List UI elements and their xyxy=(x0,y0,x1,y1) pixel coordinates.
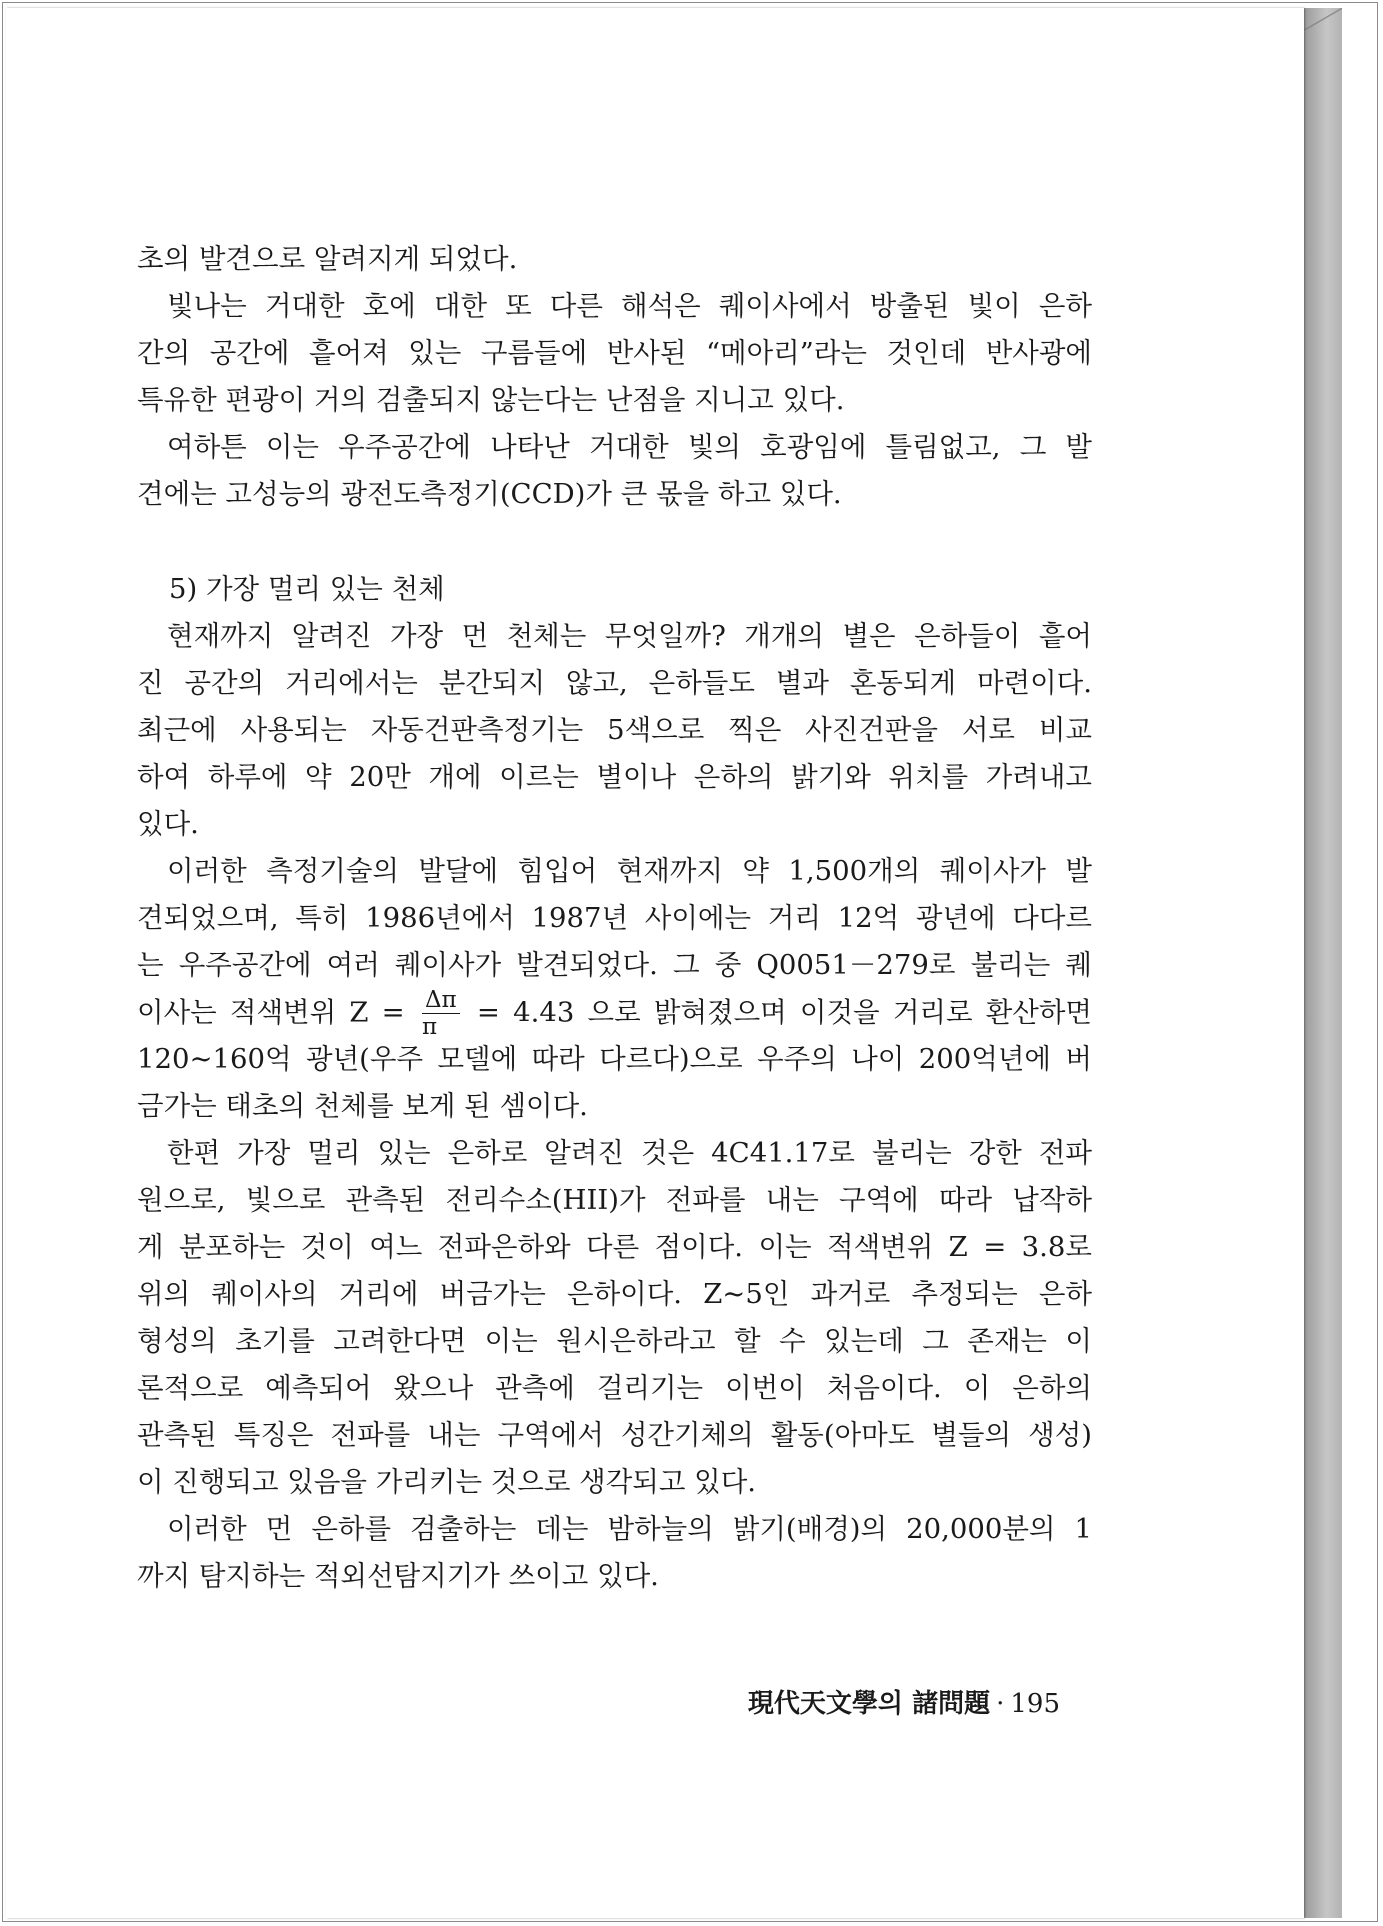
paragraph-block-2 xyxy=(137,613,1092,989)
section-gap xyxy=(137,518,1092,566)
formula-line-after: = 4.43 으로 밝혀졌으며 이것을 거리로 환산하면 xyxy=(463,996,1092,1029)
page-body xyxy=(137,236,1092,1600)
text-line: 초의 발견으로 알려지게 되었다. xyxy=(137,243,518,275)
section-heading: 5) 가장 멀리 있는 천체 xyxy=(169,573,445,605)
formula-numerator: Δπ xyxy=(422,989,460,1014)
text-line: 론적으로 예측되어 왔으나 관측에 걸리기는 이번이 처음이다. 이 은하의 xyxy=(137,1372,1092,1404)
text-line: 이 진행되고 있음을 가리키는 것으로 생각되고 있다. xyxy=(137,1466,757,1498)
text-line: 견에는 고성능의 광전도측정기(CCD)가 큰 몫을 하고 있다. xyxy=(137,478,842,510)
formula-line xyxy=(137,989,1092,1036)
text-line: 진 공간의 거리에서는 분간되지 않고, 은하들도 별과 혼동되게 마련이다. xyxy=(137,667,1092,699)
text-line: 위의 퀘이사의 거리에 버금가는 은하이다. Z∼5인 과거로 추정되는 은하 xyxy=(137,1278,1092,1310)
text-line: 이러한 먼 은하를 검출하는 데는 밤하늘의 밝기(배경)의 20,000분의 1 xyxy=(167,1513,1092,1545)
text-line: 있다. xyxy=(137,808,199,840)
text-line: 게 분포하는 것이 여느 전파은하와 다른 점이다. 이는 적색변위 Z = 3.8로 xyxy=(137,1231,1092,1263)
text-line: 120∼160억 광년(우주 모델에 따라 다르다)으로 우주의 나이 200억년에 버 xyxy=(137,1043,1092,1075)
text-line: 형성의 초기를 고려한다면 이는 원시은하라고 할 수 있는데 그 존재는 이 xyxy=(137,1325,1092,1357)
text-line: 까지 탐지하는 적외선탐지기가 쓰이고 있다. xyxy=(137,1560,659,1592)
footer-book-title: 現代天文學의 諸問題 xyxy=(747,1689,991,1719)
text-line: 간의 공간에 흩어져 있는 구름들에 반사된 “메아리”라는 것인데 반사광에 xyxy=(137,337,1092,369)
text-line: 하여 하루에 약 20만 개에 이르는 별이나 은하의 밝기와 위치를 가려내고 xyxy=(137,761,1092,793)
text-line: 특유한 편광이 거의 검출되지 않는다는 난점을 지니고 있다. xyxy=(137,384,845,416)
text-line: 현재까지 알려진 가장 먼 천체는 무엇일까? 개개의 별은 은하들이 흩어 xyxy=(167,620,1092,652)
text-line: 빛나는 거대한 호에 대한 또 다른 해석은 퀘이사에서 방출된 빛이 은하 xyxy=(167,290,1092,322)
paragraph-block-1 xyxy=(137,236,1092,518)
footer-separator: · xyxy=(996,1689,1005,1719)
book-page-edge-corner xyxy=(1304,8,1342,30)
formula-fraction xyxy=(422,989,460,1036)
text-line: 견되었으며, 특히 1986년에서 1987년 사이에는 거리 12억 광년에 다다르 xyxy=(137,902,1092,934)
running-footer xyxy=(600,1683,1060,1720)
formula-line-before: 이사는 적색변위 Z = xyxy=(137,996,418,1029)
book-page-edge xyxy=(1304,8,1342,1918)
text-line: 최근에 사용되는 자동건판측정기는 5색으로 찍은 사진건판을 서로 비교 xyxy=(137,714,1092,746)
text-line: 여하튼 이는 우주공간에 나타난 거대한 빛의 호광임에 틀림없고, 그 발 xyxy=(167,431,1092,463)
text-line: 금가는 태초의 천체를 보게 된 셈이다. xyxy=(137,1090,588,1122)
formula-denominator: π xyxy=(421,1014,438,1036)
text-line: 관측된 특징은 전파를 내는 구역에서 성간기체의 활동(아마도 별들의 생성) xyxy=(137,1419,1092,1451)
text-line: 는 우주공간에 여러 퀘이사가 발견되었다. 그 중 Q0051－279로 불리는 퀘 xyxy=(137,949,1092,981)
text-line: 이러한 측정기술의 발달에 힘입어 현재까지 약 1,500개의 퀘이사가 발 xyxy=(167,855,1092,887)
text-line: 한편 가장 멀리 있는 은하로 알려진 것은 4C41.17로 불리는 강한 전파 xyxy=(167,1137,1092,1169)
paragraph-block-3 xyxy=(137,1036,1092,1600)
page-number: 195 xyxy=(1010,1689,1060,1719)
text-line: 원으로, 빛으로 관측된 전리수소(HII)가 전파를 내는 구역에 따라 납작하 xyxy=(137,1184,1092,1216)
